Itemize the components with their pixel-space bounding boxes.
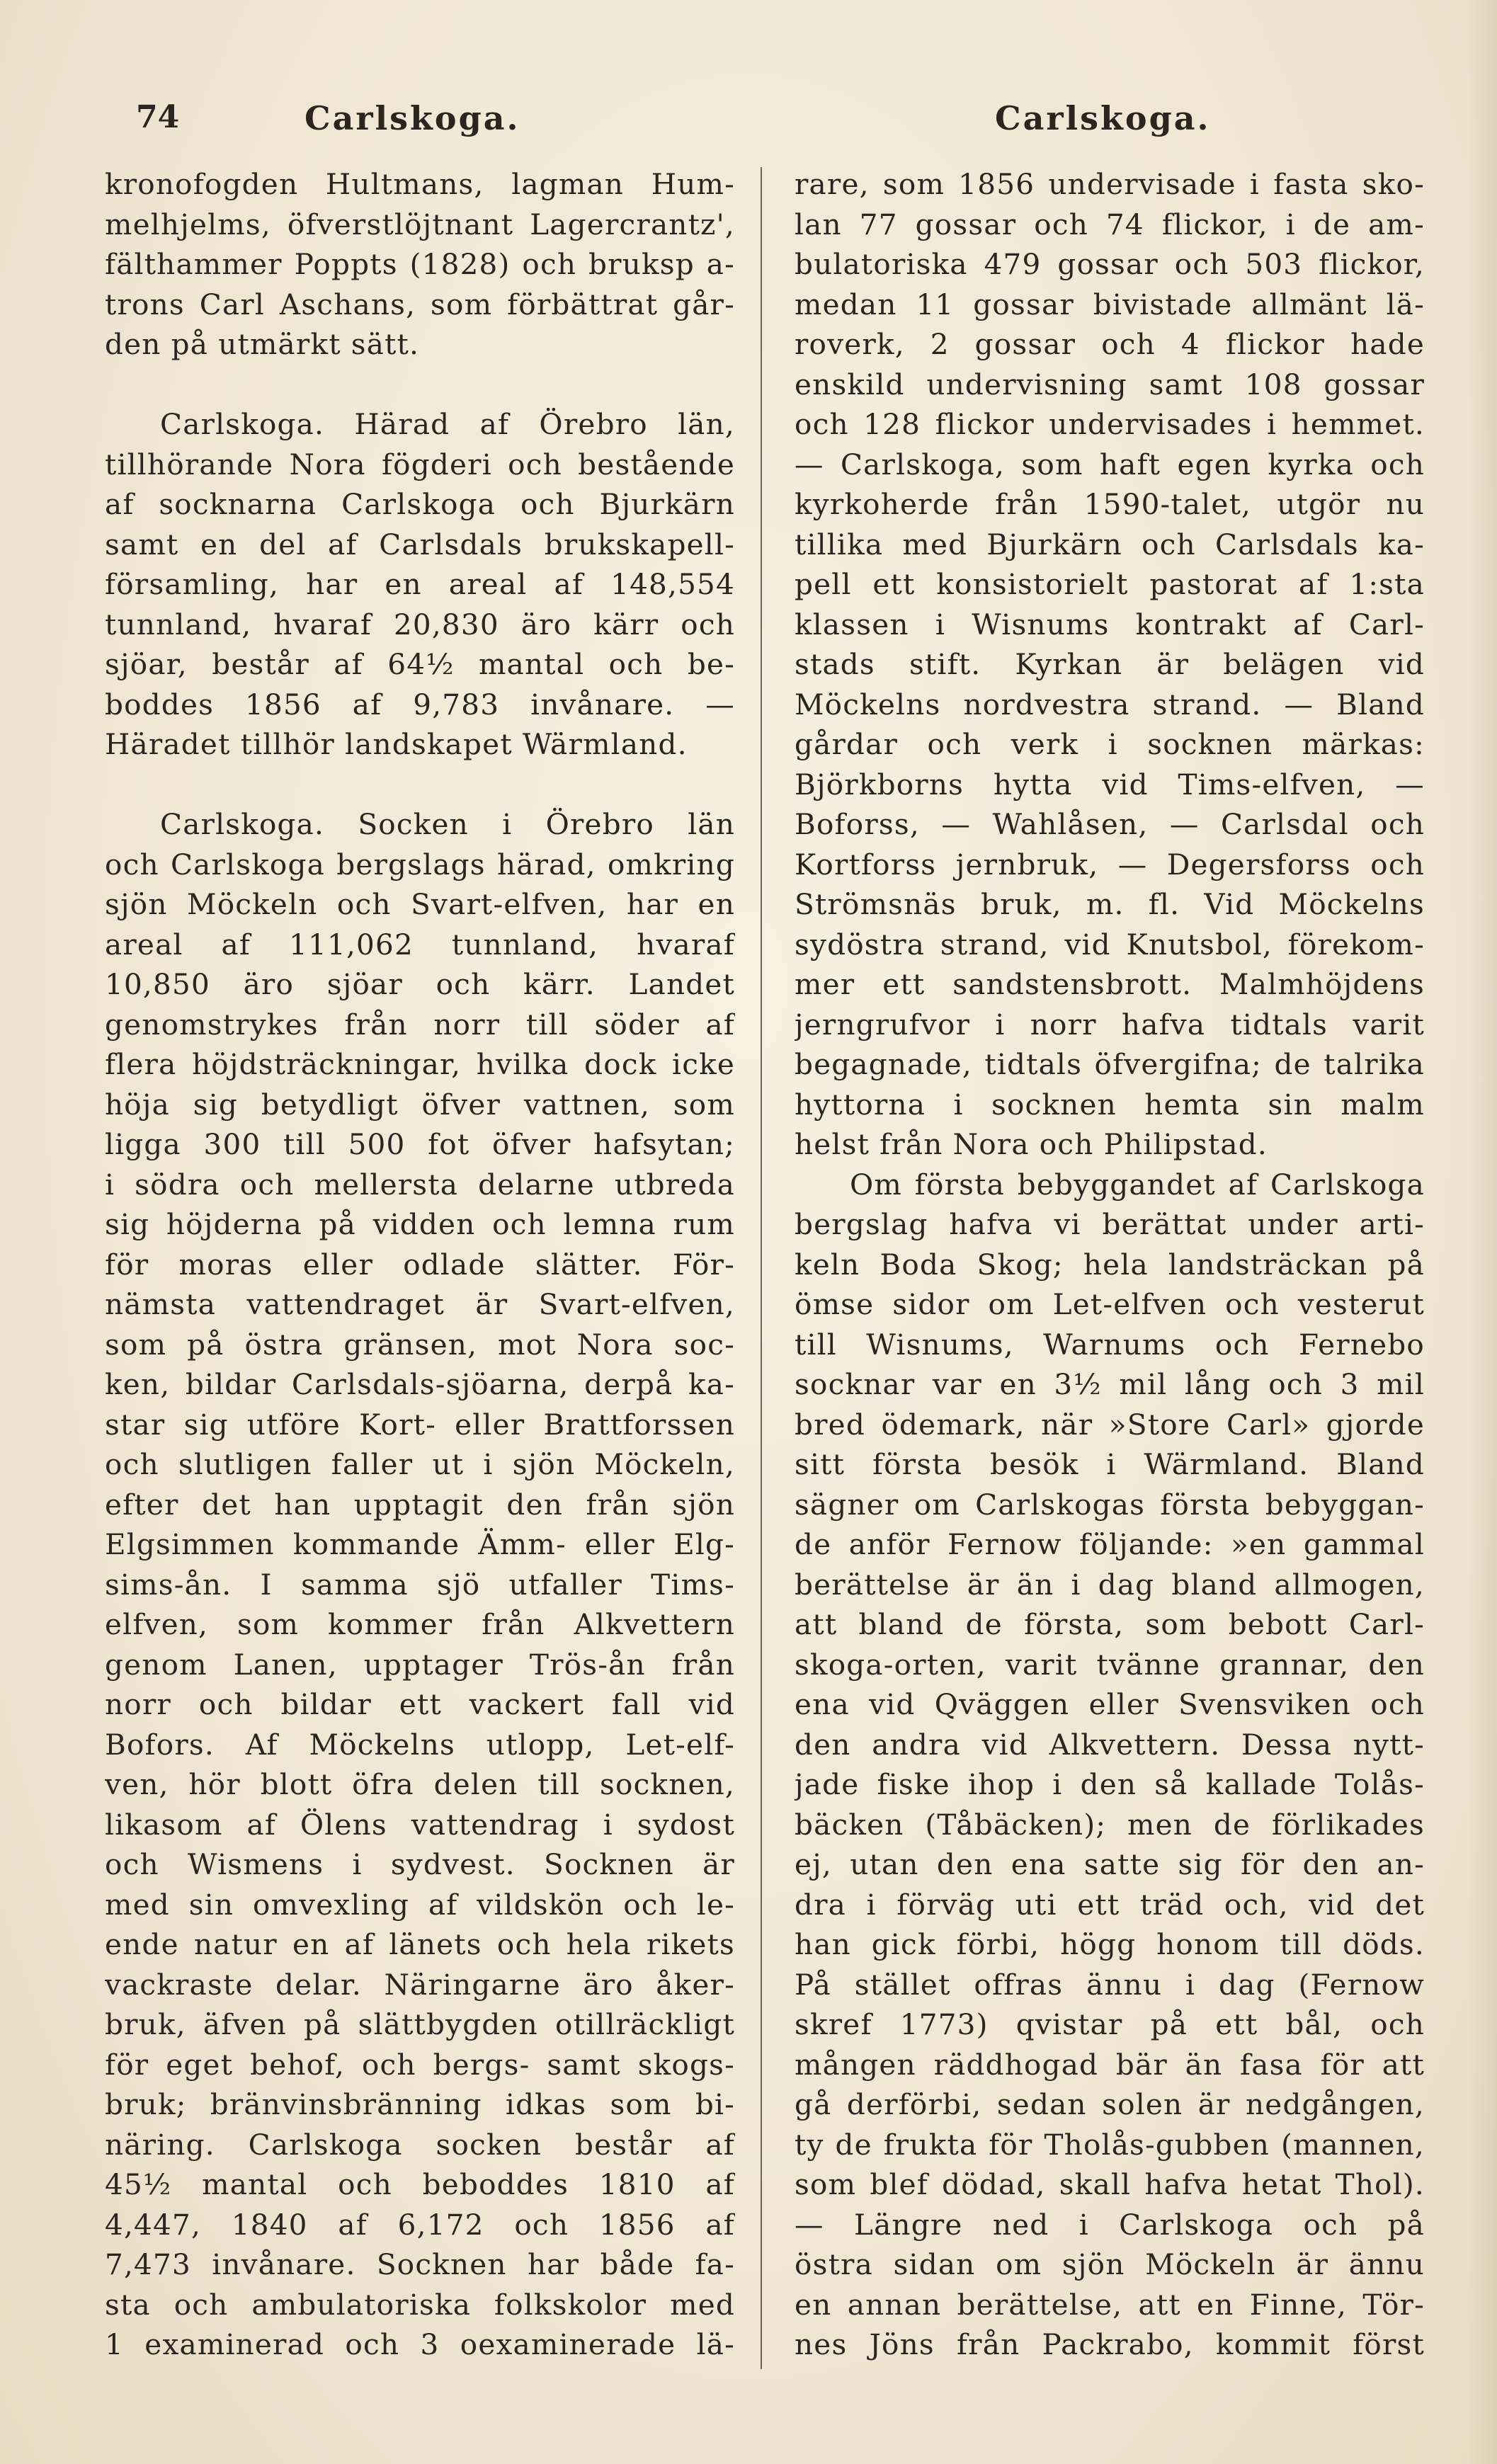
- text-line: Carlskoga. Socken i Örebro län: [160, 807, 735, 841]
- text-line: som på östra gränsen, mot Nora soc-: [105, 1327, 735, 1362]
- text-line: 45½ mantal och beboddes 1810 af: [105, 2167, 735, 2201]
- text-line: ende natur en af länets och hela rikets: [105, 1927, 735, 1961]
- text-line: trons Carl Aschans, som förbättrat går-: [105, 287, 735, 321]
- text-line: den andra vid Alkvettern. Dessa nytt-: [795, 1727, 1425, 1762]
- text-line: ligga 300 till 500 fot öfver hafsytan;: [105, 1127, 735, 1161]
- text-line: hyttorna i socknen hemta sin malm: [795, 1087, 1425, 1122]
- text-line: dra i förväg uti ett träd och, vid det: [795, 1887, 1425, 1922]
- text-line: 4,447, 1840 af 6,172 och 1856 af: [105, 2207, 735, 2242]
- text-line: Möckelns nordvestra strand. — Bland: [795, 687, 1425, 721]
- text-line: genom Lanen, upptager Trös-ån från: [105, 1647, 735, 1682]
- text-line: jerngrufvor i norr hafva tidtals varit: [795, 1007, 1425, 1042]
- left-column: [105, 164, 735, 2365]
- text-line: pell ett konsistorielt pastorat af 1:sta: [795, 567, 1425, 601]
- text-line: tillika med Bjurkärn och Carlsdals ka-: [795, 527, 1425, 561]
- text-line: skref 1773) qvistar på ett bål, och: [795, 2007, 1425, 2041]
- text-line: kyrkoherde från 1590-talet, utgör nu: [795, 487, 1425, 521]
- text-line: mer ett sandstensbrott. Malmhöjdens: [795, 967, 1425, 1001]
- text-line: gårdar och verk i socknen märkas:: [795, 727, 1425, 761]
- text-line: socknar var en 3½ mil lång och 3 mil: [795, 1367, 1425, 1401]
- text-line: nämsta vattendraget är Svart-elfven,: [105, 1287, 735, 1321]
- text-line: 1 examinerad och 3 oexaminerade lä-: [105, 2327, 735, 2361]
- text-line: en annan berättelse, att en Finne, Tör-: [795, 2287, 1425, 2322]
- text-line: klassen i Wisnums kontrakt af Carl-: [795, 607, 1425, 641]
- text-line: mången räddhogad bär än fasa för att: [795, 2047, 1425, 2082]
- text-line: och 128 flickor undervisades i hemmet.: [795, 407, 1425, 441]
- text-line: bruk; bränvinsbränning idkas som bi-: [105, 2087, 735, 2121]
- right-column: [795, 164, 1425, 2365]
- text-line: Häradet tillhör landskapet Wärmland.: [105, 727, 688, 761]
- text-line: samt en del af Carlsdals brukskapell-: [105, 527, 735, 561]
- page-number: 74: [136, 99, 180, 135]
- text-line: bruk, äfven på slättbygden otillräckligt: [105, 2007, 735, 2041]
- text-line: star sig utföre Kort- eller Brattforssen: [105, 1407, 735, 1442]
- text-line: Boforss, — Wahlåsen, — Carlsdal och: [795, 807, 1425, 841]
- text-line: af socknarna Carlskoga och Bjurkärn: [105, 487, 735, 521]
- text-line: sig höjderna på vidden och lemna rum: [105, 1207, 735, 1241]
- text-line: de anför Fernow följande: »en gammal: [795, 1527, 1425, 1561]
- text-line: och Wismens i sydvest. Socknen är: [105, 1847, 735, 1881]
- text-line: ej, utan den ena satte sig för den an-: [795, 1847, 1425, 1881]
- text-line: vackraste delar. Näringarne äro åker-: [105, 1967, 735, 2002]
- text-line: keln Boda Skog; hela landsträckan på: [795, 1247, 1425, 1282]
- text-line: sjön Möckeln och Svart-elfven, har en: [105, 887, 735, 921]
- text-line: Elgsimmen kommande Ämm- eller Elg-: [105, 1527, 735, 1561]
- text-line: berättelse är än i dag bland allmogen,: [795, 1567, 1425, 1602]
- text-line: skoga-orten, varit tvänne grannar, den: [795, 1647, 1425, 1682]
- text-line: ken, bildar Carlsdals-sjöarna, derpå ka-: [105, 1367, 735, 1401]
- text-line: ena vid Qväggen eller Svensviken och: [795, 1687, 1425, 1721]
- text-line: och slutligen faller ut i sjön Möckeln,: [105, 1447, 735, 1481]
- text-line: Carlskoga. Härad af Örebro län,: [160, 407, 735, 441]
- text-line: han gick förbi, högg honom till döds.: [795, 1927, 1425, 1961]
- text-line: sta och ambulatoriska folkskolor med: [105, 2287, 735, 2322]
- text-line: sägner om Carlskogas första bebyggan-: [795, 1487, 1425, 1522]
- text-line: likasom af Ölens vattendrag i sydost: [105, 1807, 735, 1842]
- text-line: begagnade, tidtals öfvergifna; de talrika: [795, 1047, 1425, 1081]
- text-line: i södra och mellersta delarne utbreda: [105, 1167, 735, 1202]
- text-line: jade fiske ihop i den så kallade Tolås-: [795, 1767, 1425, 1801]
- text-line: 10,850 äro sjöar och kärr. Landet: [105, 967, 735, 1001]
- paragraph-gap: [105, 365, 735, 405]
- paragraph-gap: [105, 765, 735, 805]
- text-line: genomstrykes från norr till söder af: [105, 1007, 735, 1042]
- text-line: 7,473 invånare. Socknen har både fa-: [105, 2247, 735, 2281]
- text-line: lan 77 gossar och 74 flickor, i de am-: [795, 207, 1425, 241]
- text-line: bergslag hafva vi berättat under arti-: [795, 1207, 1425, 1241]
- text-line: sjöar, består af 64½ mantal och be-: [105, 647, 735, 681]
- text-line: sitt första besök i Wärmland. Bland: [795, 1447, 1425, 1481]
- text-line: efter det han upptagit den från sjön: [105, 1487, 735, 1522]
- text-line: areal af 111,062 tunnland, hvaraf: [105, 927, 735, 962]
- text-line: ven, hör blott öfra delen till socknen,: [105, 1767, 735, 1801]
- text-line: med sin omvexling af vildskön och le-: [105, 1887, 735, 1922]
- page-edge-shadow: [1469, 0, 1497, 2464]
- text-line: att bland de första, som bebott Carl-: [795, 1607, 1425, 1641]
- text-line: nes Jöns från Packrabo, kommit först: [795, 2327, 1425, 2361]
- text-line: melhjelms, öfverstlöjtnant Lagercrantz',: [105, 207, 735, 241]
- text-line: höja sig betydligt öfver vattnen, som: [105, 1087, 735, 1122]
- text-line: — Längre ned i Carlskoga och på: [795, 2207, 1425, 2242]
- text-line: östra sidan om sjön Möckeln är ännu: [795, 2247, 1425, 2281]
- text-line: enskild undervisning samt 108 gossar: [795, 367, 1425, 401]
- text-line: Bofors. Af Möckelns utlopp, Let-elf-: [105, 1727, 735, 1762]
- text-line: helst från Nora och Philipstad.: [795, 1127, 1268, 1161]
- text-line: för eget behof, och bergs- samt skogs-: [105, 2047, 735, 2082]
- text-line: — Carlskoga, som haft egen kyrka och: [795, 447, 1425, 481]
- text-line: församling, har en areal af 148,554: [105, 567, 735, 601]
- running-head-right: Carlskoga.: [995, 99, 1211, 137]
- text-line: som blef dödad, skall hafva hetat Thol).: [795, 2167, 1425, 2201]
- text-line: ty de frukta för Tholås-gubben (mannen,: [795, 2127, 1425, 2162]
- text-line: rare, som 1856 undervisade i fasta sko-: [795, 167, 1425, 201]
- text-line: bred ödemark, när »Store Carl» gjorde: [795, 1407, 1425, 1442]
- text-line: medan 11 gossar bivistade allmänt lä-: [795, 287, 1425, 321]
- text-line: Om första bebyggandet af Carlskoga: [850, 1167, 1425, 1202]
- text-line: kronofogden Hultmans, lagman Hum-: [105, 167, 735, 201]
- text-line: norr och bildar ett vackert fall vid: [105, 1687, 735, 1721]
- text-line: gå derförbi, sedan solen är nedgången,: [795, 2087, 1425, 2121]
- text-line: Strömsnäs bruk, m. fl. Vid Möckelns: [795, 887, 1425, 921]
- text-line: boddes 1856 af 9,783 invånare. —: [105, 687, 735, 721]
- text-line: till Wisnums, Warnums och Fernebo: [795, 1327, 1425, 1362]
- text-line: flera höjdsträckningar, hvilka dock icke: [105, 1047, 735, 1081]
- text-line: bulatoriska 479 gossar och 503 flickor,: [795, 247, 1425, 281]
- column-divider: [761, 167, 762, 2369]
- text-line: tillhörande Nora fögderi och bestående: [105, 447, 735, 481]
- text-line: Björkborns hytta vid Tims-elfven, —: [795, 767, 1425, 802]
- text-line: ömse sidor om Let-elfven och vesterut: [795, 1287, 1425, 1321]
- text-line: elfven, som kommer från Alkvettern: [105, 1607, 735, 1641]
- text-line: bäcken (Tåbäcken); men de förlikades: [795, 1807, 1425, 1842]
- text-line: sydöstra strand, vid Knutsbol, förekom-: [795, 927, 1425, 962]
- text-line: den på utmärkt sätt.: [105, 327, 420, 361]
- text-line: Kortforss jernbruk, — Degersforss och: [795, 847, 1425, 882]
- text-line: roverk, 2 gossar och 4 flickor hade: [795, 327, 1425, 361]
- text-line: och Carlskoga bergslags härad, omkring: [105, 847, 735, 882]
- running-head-left: Carlskoga.: [304, 99, 520, 137]
- text-line: för moras eller odlade slätter. För-: [105, 1247, 735, 1282]
- text-line: näring. Carlskoga socken består af: [105, 2127, 735, 2162]
- text-line: tunnland, hvaraf 20,830 äro kärr och: [105, 607, 735, 641]
- text-line: fälthammer Poppts (1828) och bruksp a-: [105, 247, 735, 281]
- text-line: stads stift. Kyrkan är belägen vid: [795, 647, 1425, 681]
- text-line: På stället offras ännu i dag (Fernow: [795, 1967, 1425, 2002]
- text-line: sims-ån. I samma sjö utfaller Tims-: [105, 1567, 735, 1602]
